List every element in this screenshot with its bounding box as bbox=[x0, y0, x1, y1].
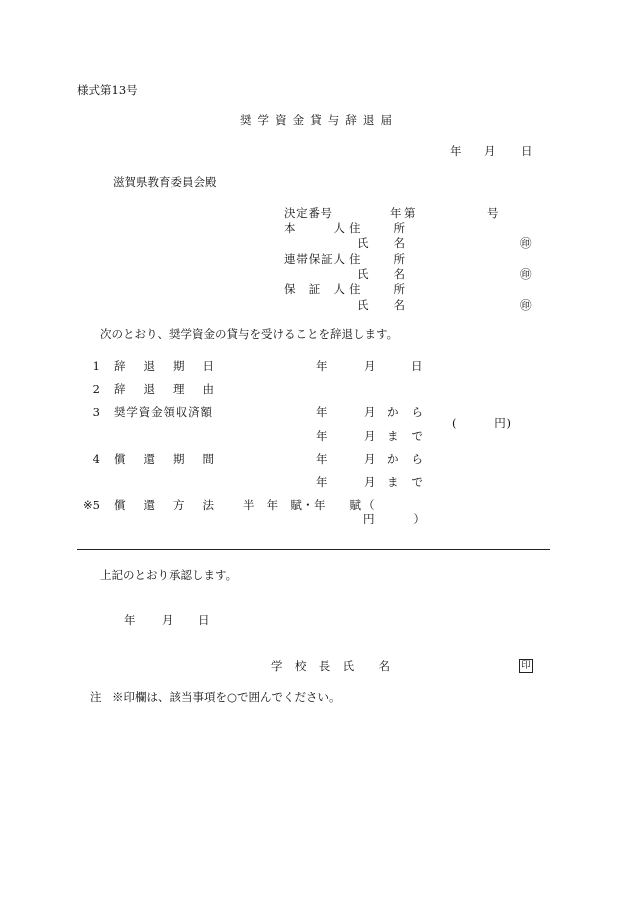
repayment-to-year: 年 bbox=[316, 475, 328, 489]
guarantor-name-label: 氏 名 bbox=[357, 298, 405, 312]
form-title: 奨 学 資 金 貸 与 辞 退 届 bbox=[240, 113, 392, 127]
received-from-suffix: か ら bbox=[387, 405, 423, 419]
header-date-month: 月 bbox=[484, 144, 496, 158]
joint-guarantor-label: 連帯保証人 bbox=[284, 252, 345, 266]
repayment-from-year: 年 bbox=[316, 452, 328, 466]
item-label-received-amount: 奨学資金領収済額 bbox=[114, 405, 212, 419]
received-amount-field: ( 円) bbox=[452, 416, 511, 430]
student-address-label: 住 所 bbox=[349, 221, 405, 235]
item-label-repayment-method: 償 還 方 法 bbox=[114, 498, 214, 512]
decision-number-label: 決定番号 bbox=[284, 206, 332, 220]
declaration-statement: 次のとおり、奨学資金の貸与を受けることを辞退します。 bbox=[100, 327, 399, 341]
student-seal-mark: ㊞ bbox=[520, 236, 532, 250]
section-divider bbox=[77, 549, 550, 550]
withdrawal-date-day: 日 bbox=[411, 359, 423, 373]
approval-date-year: 年 bbox=[124, 613, 136, 627]
received-to-year: 年 bbox=[316, 429, 328, 443]
principal-name-label: 学 校 長 氏 名 bbox=[271, 659, 390, 673]
received-to-suffix: ま で bbox=[387, 429, 423, 443]
form-number: 様式第13号 bbox=[77, 83, 138, 97]
received-from-year: 年 bbox=[316, 405, 328, 419]
addressee: 滋賀県教育委員会殿 bbox=[113, 175, 217, 189]
guarantor-seal-mark: ㊞ bbox=[520, 298, 532, 312]
item-number: 3 bbox=[92, 405, 100, 419]
approval-date-day: 日 bbox=[198, 613, 210, 627]
repayment-method-options: 半 年 賦・年 賦 bbox=[243, 498, 361, 512]
student-name-label: 氏 名 bbox=[357, 236, 405, 250]
joint-guarantor-seal-mark: ㊞ bbox=[520, 267, 532, 281]
joint-guarantor-address-label: 住 所 bbox=[349, 252, 405, 266]
item-number: 4 bbox=[92, 452, 100, 466]
decision-number-prefix: 第 bbox=[404, 206, 416, 220]
header-date-day: 日 bbox=[521, 144, 533, 158]
repayment-from-month: 月 bbox=[364, 452, 376, 466]
note-text: ※印欄は、該当事項を○で囲んでください。 bbox=[112, 690, 341, 704]
principal-seal-mark: 印 bbox=[519, 659, 533, 673]
note-label: 注 bbox=[90, 690, 102, 704]
header-date-year: 年 bbox=[450, 144, 462, 158]
repayment-to-month: 月 bbox=[364, 475, 376, 489]
student-label: 本 人 bbox=[284, 221, 345, 235]
item-number: 1 bbox=[92, 359, 100, 373]
repayment-from-suffix: か ら bbox=[387, 452, 423, 466]
repayment-to-suffix: ま で bbox=[387, 475, 423, 489]
joint-guarantor-name-label: 氏 名 bbox=[357, 267, 405, 281]
item-label-repayment-period: 償 還 期 間 bbox=[114, 452, 214, 466]
repayment-amount-field: （ 円） bbox=[363, 498, 425, 526]
guarantor-label: 保 証 人 bbox=[284, 282, 345, 296]
item-number: 2 bbox=[92, 382, 100, 396]
guarantor-address-label: 住 所 bbox=[349, 282, 405, 296]
approval-date-month: 月 bbox=[162, 613, 174, 627]
decision-number-suffix: 号 bbox=[487, 206, 499, 220]
item-label-withdrawal-date: 辞 退 期 日 bbox=[114, 359, 214, 373]
received-to-month: 月 bbox=[364, 429, 376, 443]
item-number: ※5 bbox=[83, 498, 100, 512]
withdrawal-date-month: 月 bbox=[364, 359, 376, 373]
approval-statement: 上記のとおり承認します。 bbox=[100, 568, 238, 582]
received-from-month: 月 bbox=[364, 405, 376, 419]
item-label-withdrawal-reason: 辞 退 理 由 bbox=[114, 382, 214, 396]
withdrawal-date-year: 年 bbox=[316, 359, 328, 373]
decision-year-label: 年 bbox=[390, 206, 402, 220]
